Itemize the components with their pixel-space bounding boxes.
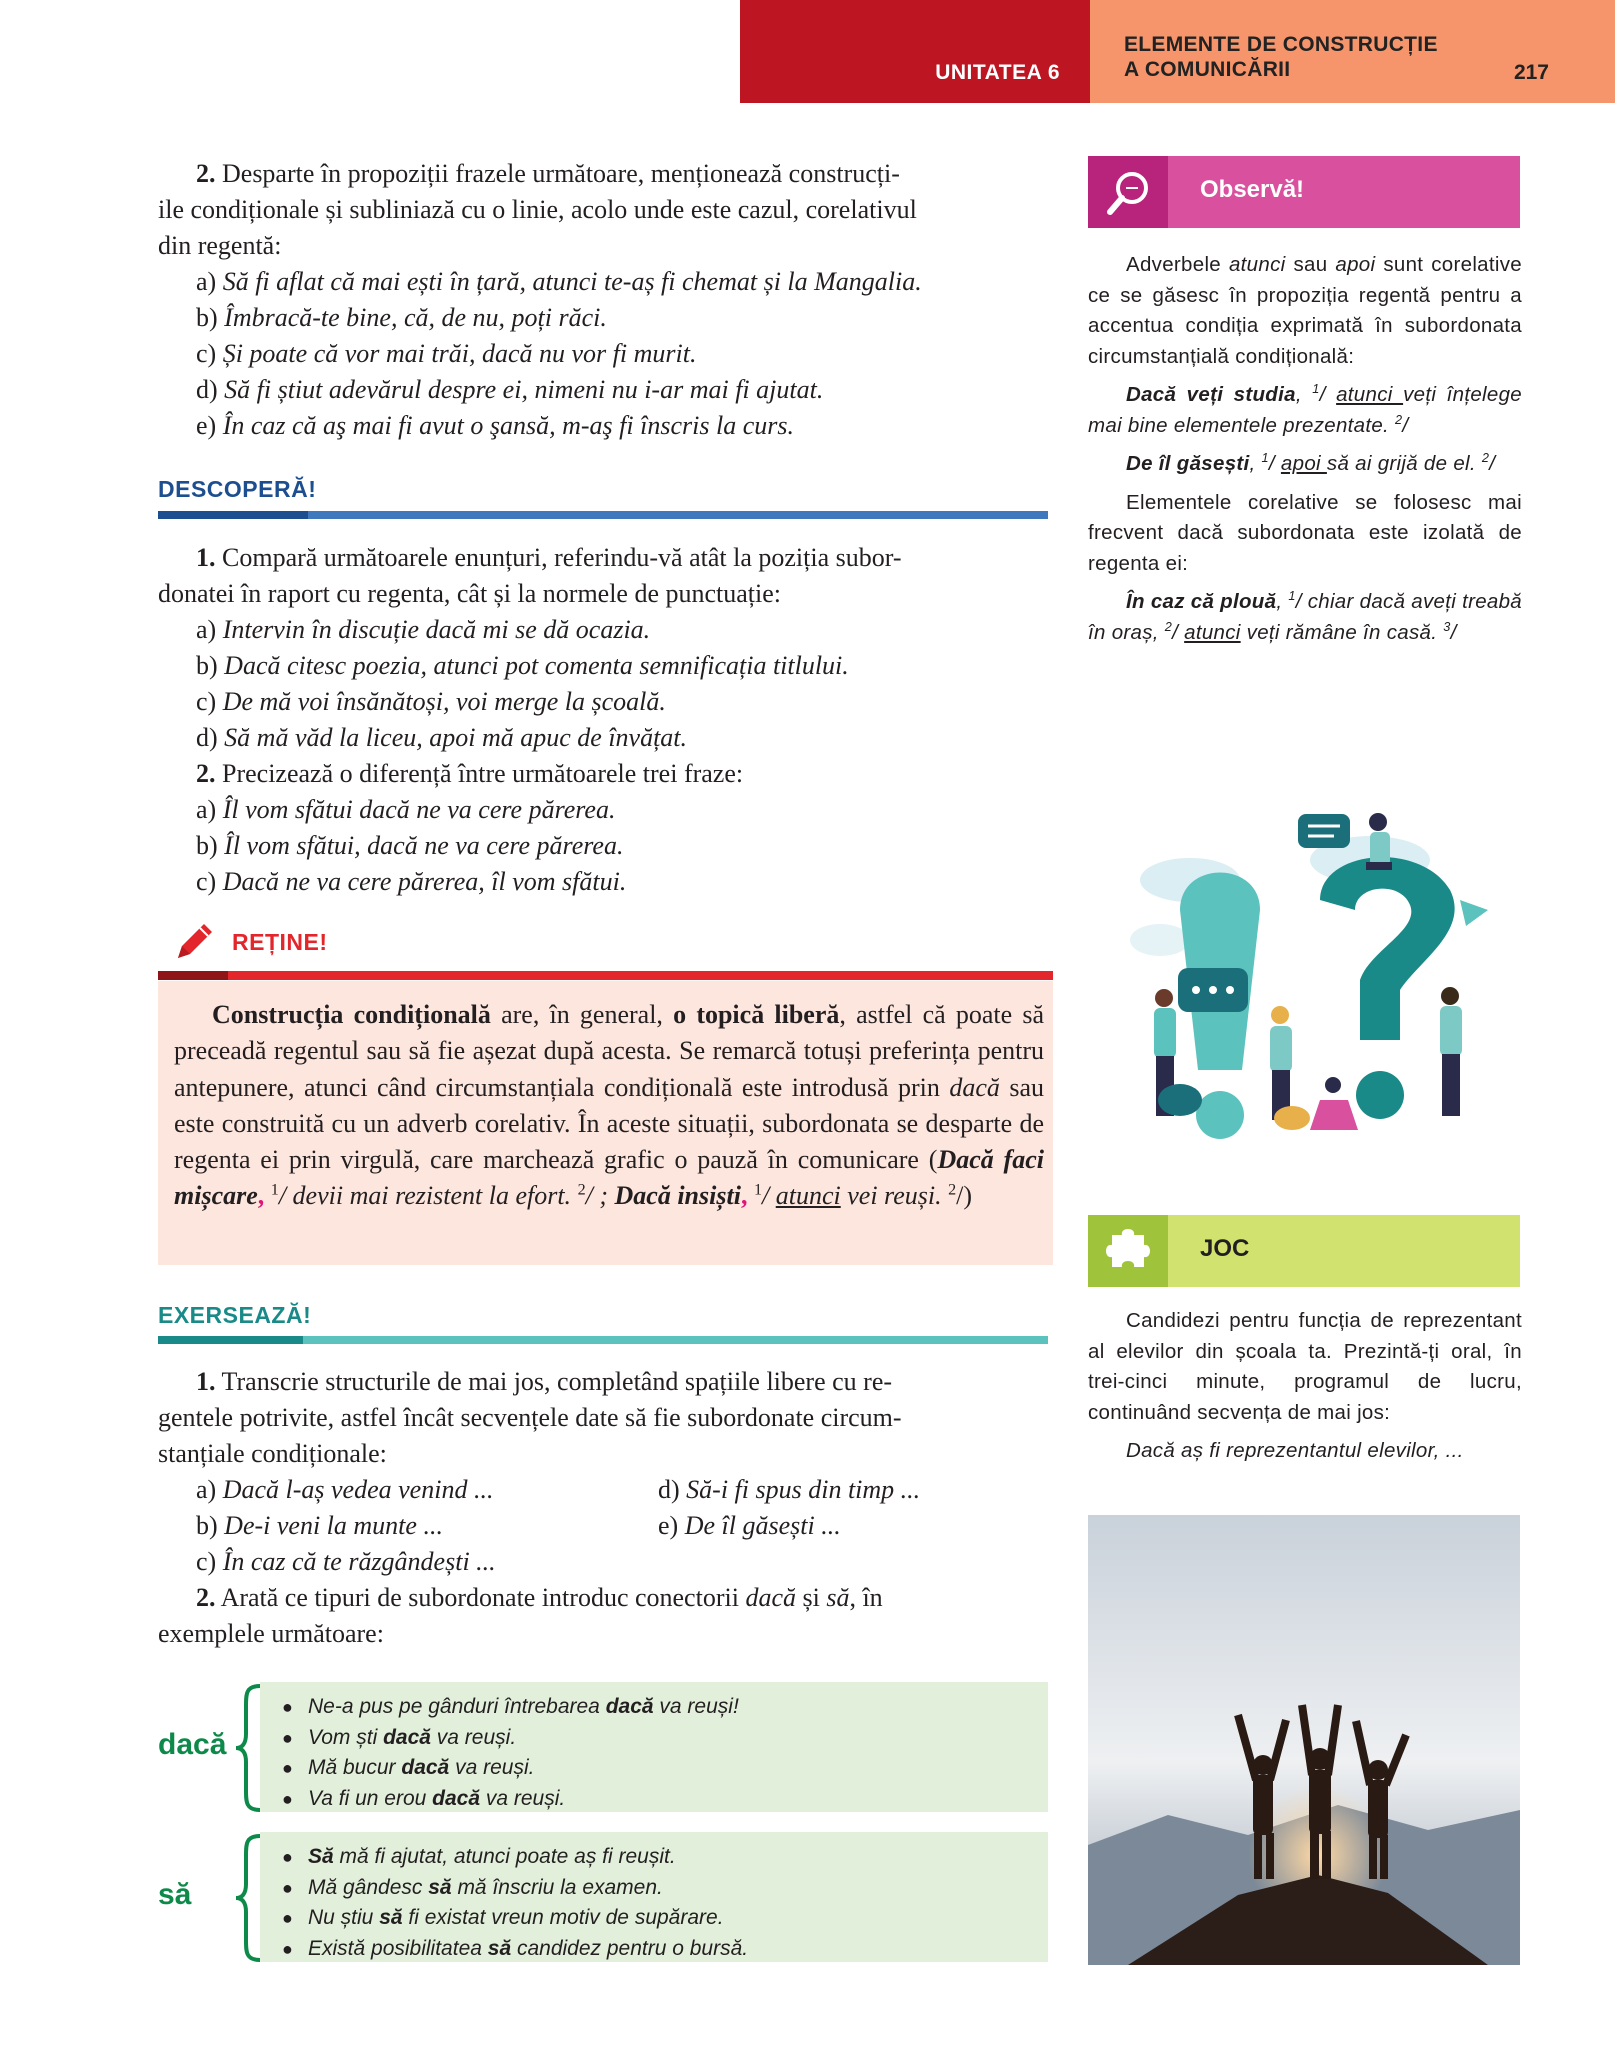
mountain-summit-photo (1088, 1515, 1520, 1965)
joc-title: JOC (1200, 1235, 1250, 1262)
question-exclamation-illustration (1120, 800, 1500, 1145)
list-item: ● Să mă fi ajutat, atunci poate aș fi reușit. (308, 1842, 1048, 1873)
list-item: c) Dacă ne va cere părerea, îl vom sfătui. (196, 867, 627, 896)
list-item: e) În caz că aş mai fi avut o şansă, m-aş fi înscris la curs. (196, 411, 794, 440)
list-item: a) Îl vom sfătui dacă ne va cere părerea. (196, 795, 616, 824)
retine-box (158, 981, 1053, 1265)
list-item: a) Dacă l-aș vedea venind ... (196, 1475, 494, 1504)
list-item: c) Și poate că vor mai trăi, dacă nu vor fi murit. (196, 339, 697, 368)
exerseaza-heading: EXERSEAZĂ! (158, 1302, 312, 1328)
exerseaza-ex1-instruction: 1. Transcrie structurile de mai jos, completând spațiile libere cu re- gentele potrivite, astfel încât secvențele date să fie subordonate circum- stanțiale condiționale: (158, 1367, 902, 1468)
list-item: b) Dacă citesc poezia, atunci pot comenta semnificația titlului. (196, 651, 849, 680)
list-item: b) Îmbracă-te bine, că, de nu, poți răci. (196, 303, 607, 332)
list-item: ● Ne-a pus pe gânduri întrebarea dacă va reuși! (308, 1692, 1048, 1723)
descopera-bar (308, 511, 1048, 519)
section-title-line1: ELEMENTE DE CONSTRUCȚIE (1124, 33, 1438, 56)
list-item: b) Îl vom sfătui, dacă ne va cere părerea. (196, 831, 624, 860)
list-item: d) Să mă văd la liceu, apoi mă apuc de învățat. (196, 723, 688, 752)
exerseaza-bar (303, 1336, 1048, 1344)
list-item: e) De îl găsești ... (658, 1511, 841, 1540)
list-item: ● Vom ști dacă va reuși. (308, 1723, 1048, 1754)
header-section-band (1090, 0, 1615, 103)
list-item: c) De mă voi însănătoși, voi merge la școală. (196, 687, 666, 716)
list-item: ● Există posibilitatea să candidez pentru o bursă. (308, 1934, 1048, 1965)
magnifier-icon (1088, 156, 1168, 228)
list-item: ● Va fi un erou dacă va reuși. (308, 1784, 1048, 1815)
list-item: ● Mă gândesc să mă înscriu la examen. (308, 1873, 1048, 1904)
list-item: a) Intervin în discuție dacă mi se dă ocazia. (196, 615, 651, 644)
header-unit-band (740, 0, 1090, 103)
retine-heading: REȚINE! (232, 929, 328, 955)
section-title (1124, 32, 1438, 82)
list-item: b) De-i veni la munte ... (196, 1511, 443, 1540)
exercise-2-block (158, 156, 1048, 444)
list-item: d) Să fi știut adevărul despre ei, nimeni nu i-ar mai fi ajutat. (196, 375, 824, 404)
descopera-block (158, 540, 1048, 900)
section-title-line2: A COMUNICĂRII (1124, 58, 1291, 81)
descopera-ex2-instruction: 2. Precizează o diferență între următoarele trei fraze: (196, 759, 744, 788)
page-number: 217 (1513, 61, 1549, 84)
list-item: ● Mă bucur dacă va reuși. (308, 1753, 1048, 1784)
list-item: a) Să fi aflat că mai ești în țară, atunci te-aș fi chemat și la Mangalia. (196, 267, 922, 296)
retine-bar (228, 971, 1053, 980)
puzzle-icon (1088, 1215, 1168, 1287)
retine-bar-dark (158, 971, 228, 980)
exercise-2-instruction: 2. Desparte în propoziții frazele următoare, menționează construcți- ile condiționale și subliniază cu o linie, acolo unde este cazul, corelativul din regentă: (158, 159, 917, 260)
daca-examples (260, 1682, 1048, 1812)
observa-title: Observă! (1200, 176, 1305, 203)
observa-header (1088, 156, 1520, 228)
joc-header (1088, 1215, 1520, 1287)
list-item: ● Nu știu să fi existat vreun motiv de supărare. (308, 1903, 1048, 1934)
descopera-ex1-instruction: 1. Compară următoarele enunțuri, referindu-vă atât la poziția subor- donatei în raport cu regenta, cât și la normele de punctuație: (158, 543, 902, 608)
exerseaza-block (158, 1364, 1048, 1652)
list-item: d) Să-i fi spus din timp ... (658, 1475, 921, 1504)
observa-text: Adverbele atunci sau apoi sunt corelative ce se găsesc în propoziția regentă pentru a accentua condiția exprimată în subordonata circumstanțială condițională: Dacă veți studia, $^1$/ atunci veți înțelege mai bine elementele prezentate. $^2$/ De îl găsești, $^1$/ apoi să ai grijă de el. $^2$/ Elementele corelative se folosesc mai frecvent dacă subordonata este izolată de regenta ei: În caz că plouă, $^1$/ chiar dacă aveți treabă în oraș, $^2$/ atunci veți rămâne în casă. $^3$/ (1088, 253, 1522, 644)
descopera-heading: DESCOPERĂ! (158, 476, 317, 502)
joc-text: Candidezi pentru funcția de reprezentant al elevilor din școala ta. Prezintă-ți oral, în trei-cinci minute, programul de lucru, continuând secvența de mai jos: Dacă aș fi reprezentantul elevilor, ... (1088, 1309, 1522, 1462)
sa-examples (260, 1832, 1048, 1962)
descopera-bar-dark (158, 511, 308, 519)
sa-label: să (158, 1878, 192, 1911)
list-item: c) În caz că te răzgândești ... (196, 1547, 496, 1576)
exerseaza-bar-dark (158, 1336, 303, 1344)
unit-label: UNITATEA 6 (935, 61, 1060, 84)
pencil-icon (170, 918, 218, 966)
retine-text: Construcția condițională are, în general, o topică liberă, astfel că poate să preceadă regentul sau să fie așezat după acesta. Se remarcă totuși preferința pentru antepunere, atunci când circumstanțiala condițională este introdusă prin dacă sau este construită cu un adverb corelativ. În aceste situații, subordonata se desparte de regenta ei prin virgulă, care marchează grafic o pauză în comunicare (Dacă faci mișcare, $^1$/ devii mai rezistent la efort. $^2$/ ; Dacă insiști, $^1$/ atunci vei reuși. $^2$/) (174, 1000, 1045, 1211)
daca-label: dacă (158, 1728, 227, 1761)
exerseaza-ex2-instruction: 2. Arată ce tipuri de subordonate introduc conectorii dacă și să, în exemplele următoare: (158, 1583, 883, 1648)
